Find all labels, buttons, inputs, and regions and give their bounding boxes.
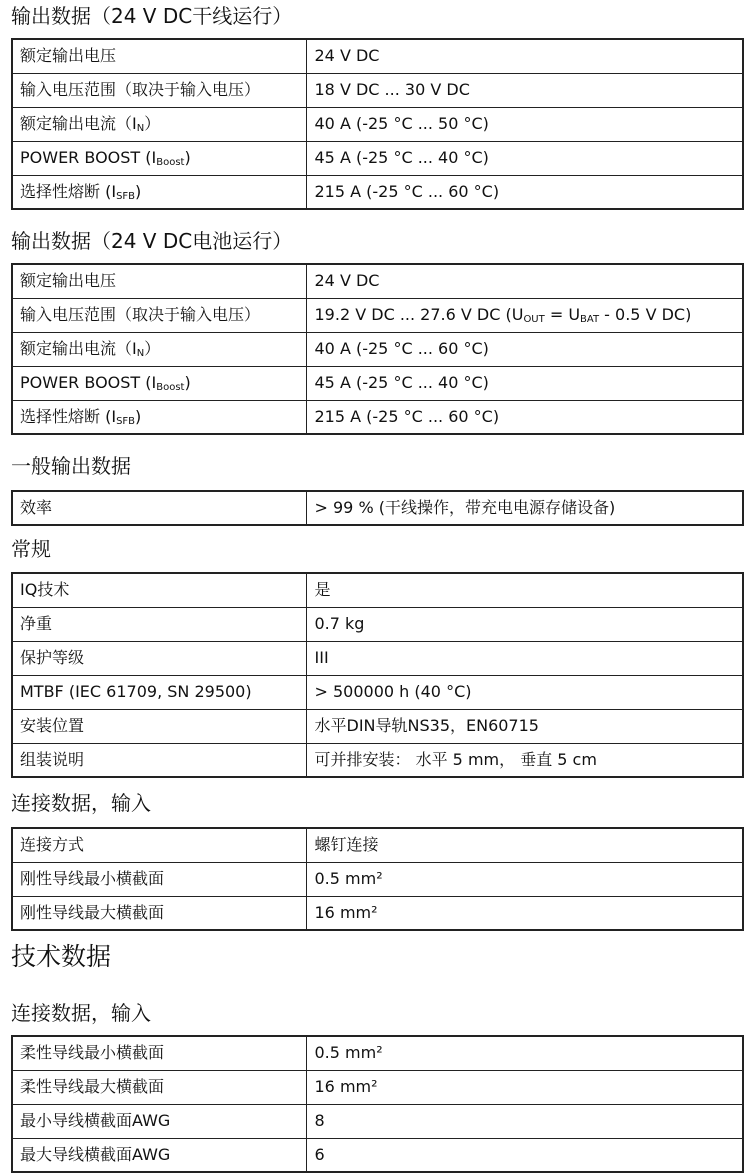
row-label: 柔性导线最大横截面 (12, 1070, 306, 1104)
table-row (12, 141, 743, 175)
table-row (12, 39, 743, 73)
row-label: 刚性导线最小横截面 (12, 862, 306, 896)
spec-table-general-output (11, 490, 744, 526)
row-value: 24 V DC (306, 39, 743, 73)
page-title: 技术数据 (11, 942, 112, 971)
row-value: 16 mm² (306, 896, 743, 930)
row-value: 0.5 mm² (306, 1036, 743, 1070)
row-label: 净重 (12, 607, 306, 641)
row-label: 安装位置 (12, 709, 306, 743)
table-row (12, 332, 743, 366)
row-value: > 500000 h (40 °C) (306, 675, 743, 709)
spec-table-general (11, 572, 744, 778)
table-row (12, 573, 743, 607)
table-row (12, 73, 743, 107)
row-label: 刚性导线最大横截面 (12, 896, 306, 930)
table-row (12, 675, 743, 709)
section-title-general-output: 一般输出数据 (11, 454, 131, 478)
row-value: 0.5 mm² (306, 862, 743, 896)
row-label: 额定输出电压 (12, 39, 306, 73)
row-label: 输入电压范围（取决于输入电压） (12, 298, 306, 332)
row-value: > 99 % (干线操作，带充电电源存储设备) (306, 491, 743, 525)
row-value: 45 A (-25 °C ... 40 °C) (306, 141, 743, 175)
section-title-output-battery: 输出数据（24 V DC电池运行） (11, 229, 293, 253)
table-row (12, 298, 743, 332)
row-label: 柔性导线最小横截面 (12, 1036, 306, 1070)
row-value: 45 A (-25 °C ... 40 °C) (306, 366, 743, 400)
section-title-connection-input-2: 连接数据，输入 (11, 1001, 151, 1025)
table-row (12, 1138, 743, 1172)
row-value: III (306, 641, 743, 675)
table-row (12, 366, 743, 400)
section-title-connection-input: 连接数据，输入 (11, 791, 151, 815)
section-title-output-mains: 输出数据（24 V DC干线运行） (11, 4, 293, 28)
row-label: MTBF (IEC 61709, SN 29500) (12, 675, 306, 709)
table-row (12, 896, 743, 930)
row-value: 螺钉连接 (306, 828, 743, 862)
row-label: 选择性熔断 $(I_{SFB})$ (12, 400, 306, 434)
row-label: 组装说明 (12, 743, 306, 777)
row-label: 选择性熔断 $(I_{SFB})$ (12, 175, 306, 209)
row-label: 最大导线横截面AWG (12, 1138, 306, 1172)
row-value: 19.2 V DC ... 27.6 V DC ($U_{OUT} = U_{BAT} - 0.5$ V DC) (306, 298, 743, 332)
spec-table-output-mains (11, 38, 744, 210)
row-label: POWER BOOST $(I_{Boost})$ (12, 141, 306, 175)
row-value: 16 mm² (306, 1070, 743, 1104)
row-value: 是 (306, 573, 743, 607)
row-value: 8 (306, 1104, 743, 1138)
table-row (12, 1104, 743, 1138)
row-value: 6 (306, 1138, 743, 1172)
row-value: 水平DIN导轨NS35，EN60715 (306, 709, 743, 743)
row-value: 40 A (-25 °C ... 60 °C) (306, 332, 743, 366)
row-value: 40 A (-25 °C ... 50 °C) (306, 107, 743, 141)
table-row (12, 491, 743, 525)
table-row (12, 709, 743, 743)
row-value: 0.7 kg (306, 607, 743, 641)
row-label: 输入电压范围（取决于输入电压） (12, 73, 306, 107)
table-row (12, 743, 743, 777)
table-row (12, 1036, 743, 1070)
row-label: 最小导线横截面AWG (12, 1104, 306, 1138)
row-value: 可并排安装： 水平 5 mm， 垂直 5 cm (306, 743, 743, 777)
table-row (12, 175, 743, 209)
table-row (12, 264, 743, 298)
spec-table-connection-input (11, 827, 744, 931)
row-label: 额定输出电压 (12, 264, 306, 298)
row-label: IQ技术 (12, 573, 306, 607)
spec-table-connection-input-2 (11, 1035, 744, 1173)
row-value: 24 V DC (306, 264, 743, 298)
table-row (12, 828, 743, 862)
row-label: 连接方式 (12, 828, 306, 862)
row-label: 保护等级 (12, 641, 306, 675)
row-label: 额定输出电流$(I_N)$ (12, 332, 306, 366)
table-row (12, 607, 743, 641)
table-row (12, 400, 743, 434)
section-title-general: 常规 (11, 537, 51, 561)
row-value: 18 V DC ... 30 V DC (306, 73, 743, 107)
spec-table-output-battery (11, 263, 744, 435)
row-label: 额定输出电流$(I_N)$ (12, 107, 306, 141)
row-value: 215 A (-25 °C ... 60 °C) (306, 400, 743, 434)
row-value: 215 A (-25 °C ... 60 °C) (306, 175, 743, 209)
table-row (12, 107, 743, 141)
table-row (12, 862, 743, 896)
row-label: 效率 (12, 491, 306, 525)
table-row (12, 1070, 743, 1104)
table-row (12, 641, 743, 675)
row-label: POWER BOOST $(I_{Boost})$ (12, 366, 306, 400)
